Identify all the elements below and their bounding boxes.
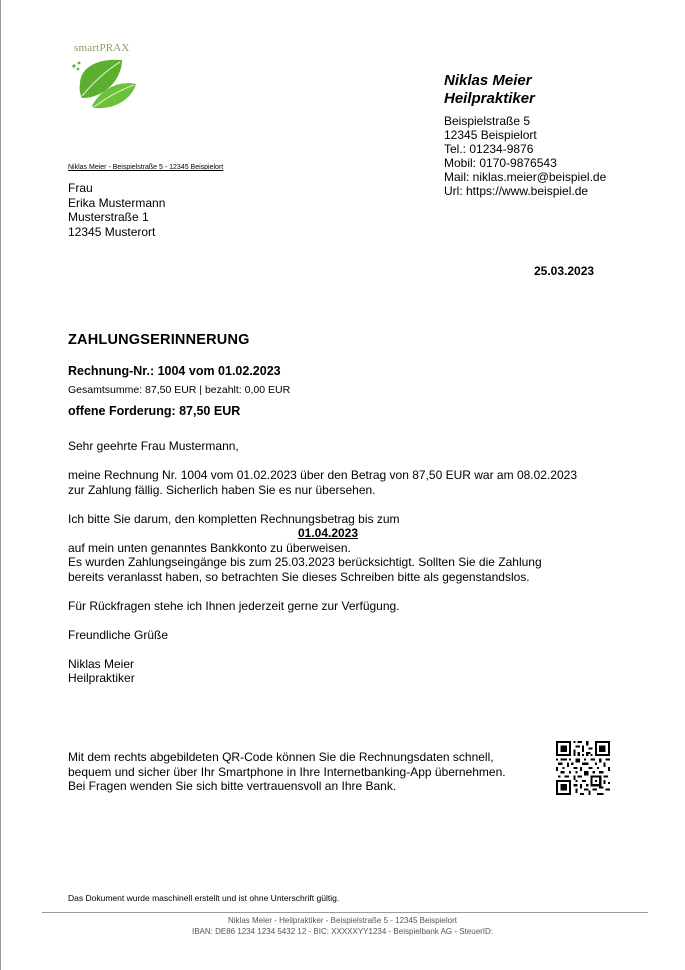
open-amount-line: offene Forderung: 87,50 EUR <box>68 404 241 418</box>
sender-city: 12345 Beispielort <box>444 128 537 142</box>
recipient-block <box>68 181 165 239</box>
qr-info-line2: bequem und sicher über Ihr Smartphone in Ihre Internetbanking-App übernehmen. <box>68 764 506 779</box>
para3-line1: auf mein unten genanntes Bankkonto zu überweisen. <box>68 540 351 555</box>
footer-bank: IBAN: DE86 1234 1234 5432 12 - BIC: XXXXXYY1234 - Beispielbank AG - SteuerID: <box>191 927 494 936</box>
recipient-city: 12345 Musterort <box>68 224 156 239</box>
para2: Ich bitte Sie darum, den kompletten Rechnungsbetrag bis zum <box>68 511 400 526</box>
page-edge <box>0 0 1 970</box>
deadline-date: 01.04.2023 <box>297 526 359 540</box>
qr-code-icon <box>556 741 610 795</box>
qr-info-line3: Bei Fragen wenden Sie sich bitte vertrauensvoll an Ihre Bank. <box>68 779 397 793</box>
greeting: Sehr geehrte Frau Mustermann, <box>68 439 239 453</box>
subject-heading: ZAHLUNGSERINNERUNG <box>68 332 250 348</box>
signature-title: Heilpraktiker <box>68 671 135 685</box>
sender-block <box>444 72 606 198</box>
footer-divider <box>42 912 648 913</box>
logo <box>70 42 150 112</box>
sender-mobile: Mobil: 0170-9876543 <box>444 156 557 170</box>
letter-body <box>68 439 638 686</box>
para3-line3: bereits veranlasst haben, so betrachten Sie dieses Schreiben bitte als gegenstandslos. <box>68 569 530 584</box>
sender-phone: Tel.: 01234-9876 <box>444 142 534 156</box>
sender-mail: Mail: niklas.meier@beispiel.de <box>444 170 607 184</box>
letter-date: 25.03.2023 <box>534 264 595 278</box>
sender-name: Niklas Meier <box>444 72 532 89</box>
qr-info <box>68 750 558 794</box>
para4: Für Rückfragen stehe ich Ihnen jederzeit gerne zur Verfügung. <box>68 598 400 613</box>
return-address: Niklas Meier - Beispielstraße 5 - 12345 Beispielort <box>68 164 224 171</box>
sender-title: Heilpraktiker <box>444 90 535 107</box>
qr-info-line1: Mit dem rechts abgebildeten QR-Code können Sie die Rechnungsdaten schnell, <box>68 750 494 764</box>
signature-name: Niklas Meier <box>68 656 135 671</box>
sum-line: Gesamtsumme: 87,50 EUR | bezahlt: 0,00 EUR <box>68 384 291 396</box>
para3-line2: Es wurden Zahlungseingänge bis zum 25.03.2023 berücksichtigt. Sollten Sie die Zahlung <box>68 555 542 569</box>
recipient-salutation: Frau <box>68 181 93 195</box>
invoice-number-line: Rechnung-Nr.: 1004 vom 01.02.2023 <box>68 364 281 378</box>
footer-address: Niklas Meier - Heilpraktiker - Beispielstraße 5 - 12345 Beispielort <box>228 916 457 925</box>
sender-street: Beispielstraße 5 <box>444 114 531 128</box>
para1-line1: meine Rechnung Nr. 1004 vom 01.02.2023 über den Betrag von 87,50 EUR war am 08.02.2023 <box>68 468 577 482</box>
sender-url: Url: https://www.beispiel.de <box>444 184 589 198</box>
recipient-street: Musterstraße 1 <box>68 210 149 224</box>
footer-note: Das Dokument wurde maschinell erstellt und ist ohne Unterschrift gültig. <box>68 893 340 903</box>
leaf-icon <box>70 54 140 112</box>
closing: Freundliche Grüße <box>68 627 169 642</box>
recipient-name: Erika Mustermann <box>68 195 166 210</box>
logo-text: smartPRAX <box>74 42 130 54</box>
para1-line2: zur Zahlung fällig. Sicherlich haben Sie es nur übersehen. <box>68 482 376 497</box>
